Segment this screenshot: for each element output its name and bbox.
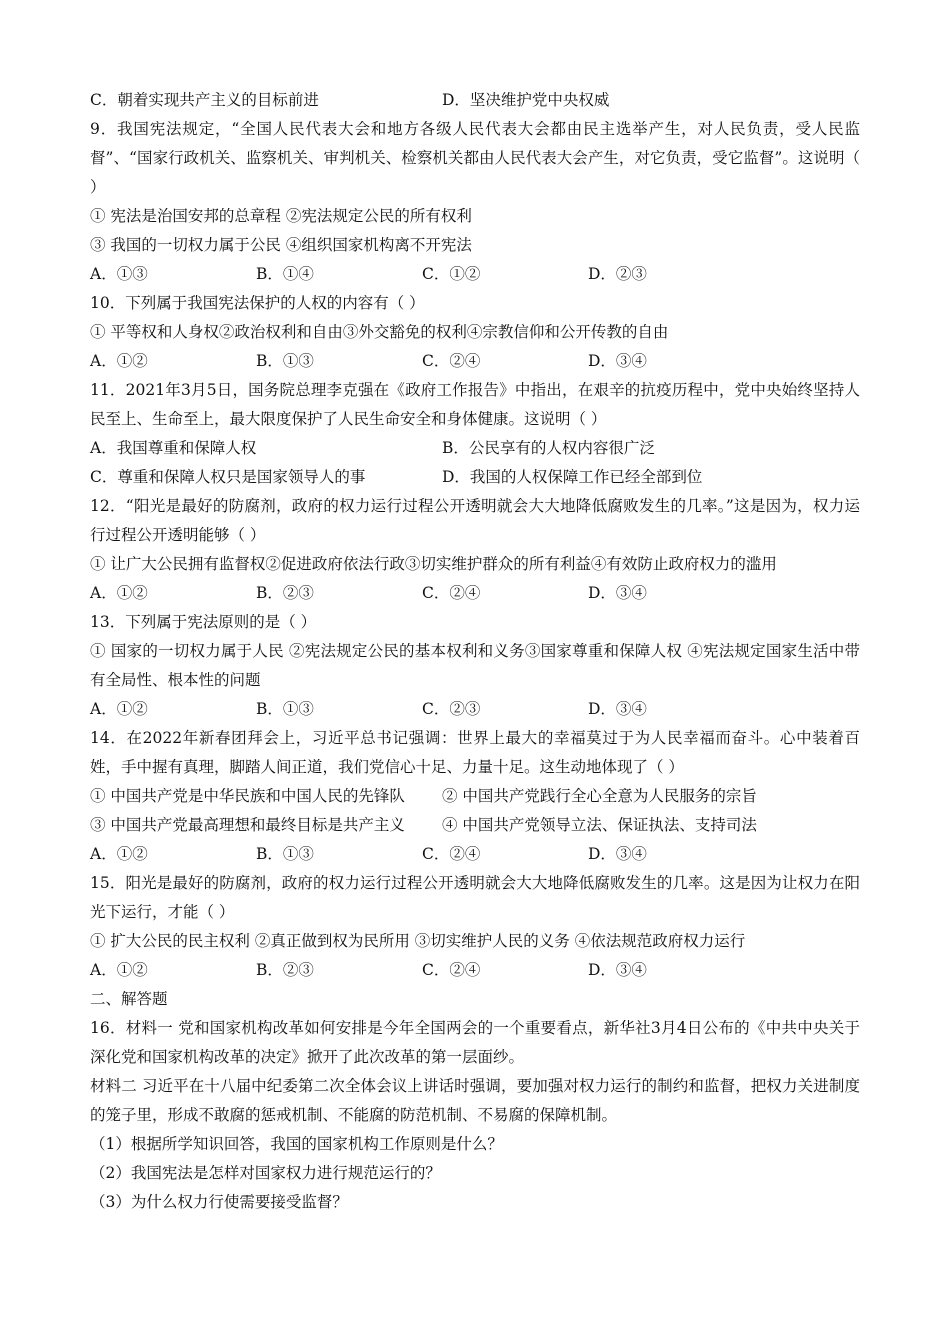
option-b: B．公民享有的人权内容很广泛	[442, 439, 655, 457]
option-a: A．①②	[90, 584, 148, 602]
statement-2: ② 中国共产党践行全心全意为人民服务的宗旨	[442, 787, 757, 805]
question-12: 12．“阳光是最好的防腐剂，政府的权力运行过程公开透明就会大大地降低腐败发生的几率。”这是因为，权力运行过程公开透明能够（ ）	[90, 497, 860, 544]
option-c: C．朝着实现共产主义的目标前进	[90, 91, 319, 109]
option-b: B．①③	[256, 352, 314, 370]
option-d: D．坚决维护党中央权威	[442, 91, 610, 109]
option-c: C．②④	[422, 584, 481, 602]
option-c: C．①②	[422, 265, 481, 283]
option-d: D．③④	[588, 961, 647, 979]
question-10: 10．下列属于我国宪法保护的人权的内容有（ ）	[90, 294, 425, 312]
q15-statements: ① 扩大公民的民主权利 ②真正做到权为民所用 ③切实维护人民的义务 ④依法规范政府权力运行	[90, 932, 746, 950]
option-d: D．③④	[588, 845, 647, 863]
option-c: C．尊重和保障人权只是国家领导人的事	[90, 468, 366, 486]
q13-statements: ① 国家的一切权力属于人民 ②宪法规定公民的基本权利和义务③国家尊重和保障人权 ④宪法规定国家生活中带有全局性、根本性的问题	[90, 642, 860, 689]
question-16-material-1: 16．材料一 党和国家机构改革如何安排是今年全国两会的一个重要看点，新华社3月4日公布的《中共中央关于深化党和国家机构改革的决定》掀开了此次改革的第一层面纱。	[90, 1019, 860, 1066]
q9-statements-2: ③ 我国的一切权力属于公民 ④组织国家机构离不开宪法	[90, 236, 472, 254]
question-16-part-1: （1）根据所学知识回答，我国的国家机构工作原则是什么？	[90, 1135, 503, 1153]
statement-4: ④ 中国共产党领导立法、保证执法、支持司法	[442, 816, 757, 834]
q10-statements: ① 平等权和人身权②政治权利和自由③外交豁免的权利④宗教信仰和公开传教的自由	[90, 323, 669, 341]
option-b: B．②③	[256, 584, 314, 602]
q14-options	[90, 840, 860, 869]
option-b: B．①③	[256, 700, 314, 718]
section-heading: 二、解答题	[90, 990, 168, 1008]
option-a: A．①②	[90, 352, 148, 370]
option-b: B．①④	[256, 265, 314, 283]
option-a: A．①③	[90, 265, 148, 283]
option-b: B．①③	[256, 845, 314, 863]
option-c: C．②④	[422, 845, 481, 863]
q12-statements: ① 让广大公民拥有监督权②促进政府依法行政③切实维护群众的所有利益④有效防止政府权力的滥用	[90, 555, 777, 573]
q10-options	[90, 347, 860, 376]
q11-options-cd	[90, 463, 860, 492]
q14-statements-2	[90, 811, 860, 840]
question-16-part-3: （3）为什么权力行使需要接受监督？	[90, 1193, 348, 1211]
q13-options	[90, 695, 860, 724]
question-9: 9．我国宪法规定，“全国人民代表大会和地方各级人民代表大会都由民主选举产生，对人民负责，受人民监督”、“国家行政机关、监察机关、审判机关、检察机关都由人民代表大会产生，对它负责，受它监督”。这说明（ ）	[90, 120, 860, 196]
q15-options	[90, 956, 860, 985]
question-16-part-2: （2）我国宪法是怎样对国家权力进行规范运行的？	[90, 1164, 441, 1182]
q14-statements-1	[90, 782, 860, 811]
option-d: D．我国的人权保障工作已经全部到位	[442, 468, 703, 486]
option-b: B．②③	[256, 961, 314, 979]
q9-statements-1: ① 宪法是治国安邦的总章程 ②宪法规定公民的所有权利	[90, 207, 472, 225]
option-a: A．①②	[90, 845, 148, 863]
option-d: D．③④	[588, 700, 647, 718]
option-a: A．①②	[90, 961, 148, 979]
option-d: D．②③	[588, 265, 647, 283]
option-a: A．①②	[90, 700, 148, 718]
q11-options-ab	[90, 434, 860, 463]
option-c: C．②④	[422, 352, 481, 370]
question-13: 13．下列属于宪法原则的是（ ）	[90, 613, 317, 631]
option-a: A．我国尊重和保障人权	[90, 439, 257, 457]
question-15: 15．阳光是最好的防腐剂，政府的权力运行过程公开透明就会大大地降低腐败发生的几率。这是因为让权力在阳光下运行，才能（ ）	[90, 874, 860, 921]
statement-3: ③ 中国共产党最高理想和最终目标是共产主义	[90, 816, 405, 834]
option-d: D．③④	[588, 352, 647, 370]
question-11: 11．2021年3月5日，国务院总理李克强在《政府工作报告》中指出，在艰辛的抗疫历程中，党中央始终坚持人民至上、生命至上，最大限度保护了人民生命安全和身体健康。这说明（ ）	[90, 381, 860, 428]
option-c: C．②③	[422, 700, 481, 718]
option-c: C．②④	[422, 961, 481, 979]
question-16-material-2: 材料二 习近平在十八届中纪委第二次全体会议上讲话时强调，要加强对权力运行的制约和监督，把权力关进制度的笼子里，形成不敢腐的惩戒机制、不能腐的防范机制、不易腐的保障机制。	[90, 1077, 860, 1124]
q8-options-cd	[90, 86, 860, 115]
q9-options	[90, 260, 860, 289]
q12-options	[90, 579, 860, 608]
option-d: D．③④	[588, 584, 647, 602]
question-14: 14．在2022年新春团拜会上，习近平总书记强调：世界上最大的幸福莫过于为人民幸福而奋斗。心中装着百姓，手中握有真理，脚踏人间正道，我们党信心十足、力量十足。这生动地体现了（ ）	[90, 729, 860, 776]
statement-1: ① 中国共产党是中华民族和中国人民的先锋队	[90, 787, 405, 805]
